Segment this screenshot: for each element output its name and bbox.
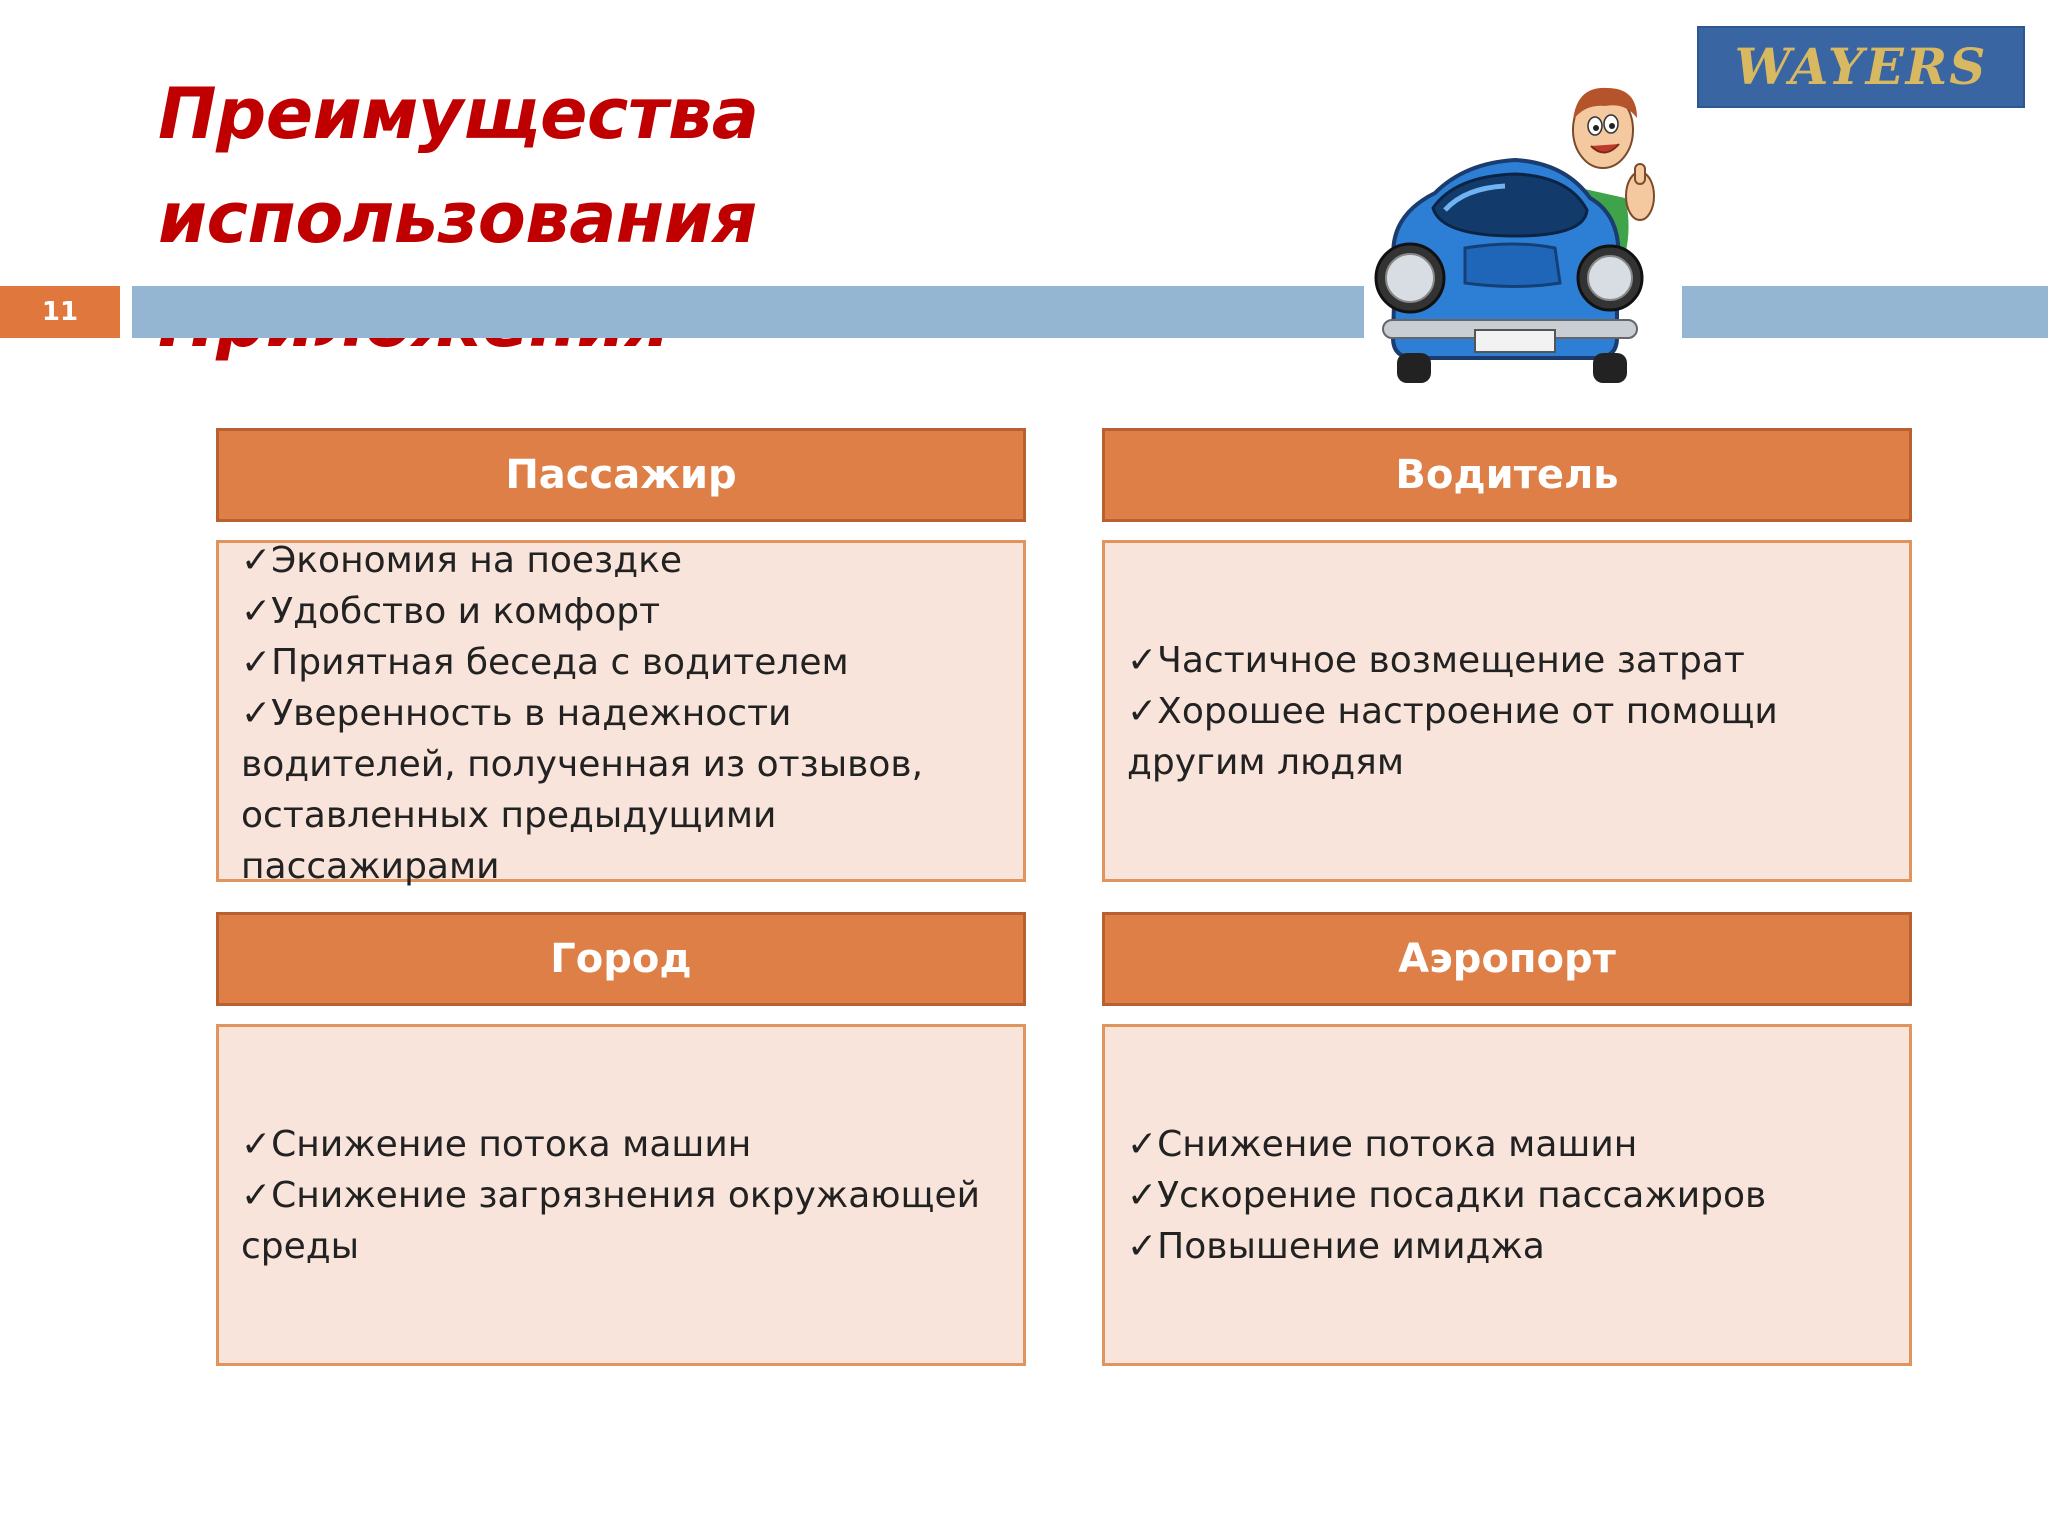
list-item: ✓Экономия на поездке — [241, 540, 682, 581]
list-item: ✓Уверенность в надежности водителей, полученная из отзывов, оставленных предыдущими пассажирами — [241, 693, 924, 887]
car-with-driver-illustration — [1355, 68, 1685, 398]
checkmark-icon: ✓ — [241, 1123, 272, 1165]
airport-card-body — [1102, 1024, 1912, 1366]
list-item: ✓Хорошее настроение от помощи другим людям — [1127, 690, 1778, 783]
header-divider-left — [132, 286, 1364, 338]
city-card-body — [216, 1024, 1026, 1366]
driver-card-header: Водитель — [1102, 428, 1912, 522]
checkmark-icon: ✓ — [241, 642, 272, 683]
list-item: ✓Повышение имиджа — [1127, 1225, 1545, 1267]
list-item: ✓Ускорение посадки пассажиров — [1127, 1174, 1767, 1216]
city-benefits-list — [241, 1027, 983, 1363]
slide-number: 11 — [0, 286, 120, 338]
checkmark-icon: ✓ — [241, 1174, 272, 1216]
passenger-card-header: Пассажир — [216, 428, 1026, 522]
checkmark-icon: ✓ — [1127, 1174, 1158, 1216]
checkmark-icon: ✓ — [241, 540, 272, 581]
checkmark-icon: ✓ — [1127, 1123, 1158, 1165]
checkmark-icon: ✓ — [241, 693, 272, 734]
airport-benefits-list — [1127, 1027, 1869, 1363]
list-item: ✓Снижение потока машин — [1127, 1123, 1638, 1165]
header-divider-right — [1682, 286, 2048, 338]
list-item: ✓Снижение загрязнения окружающей среды — [241, 1174, 981, 1267]
checkmark-icon: ✓ — [1127, 1225, 1158, 1267]
passenger-card-body — [216, 540, 1026, 887]
checkmark-icon: ✓ — [1127, 639, 1158, 681]
driver-card-body — [1102, 540, 1912, 882]
city-card-header: Город — [216, 912, 1026, 1006]
wayers-logo: WAYERS — [1697, 26, 2025, 108]
driver-benefits-list — [1127, 543, 1869, 879]
list-item: ✓Снижение потока машин — [241, 1123, 752, 1165]
checkmark-icon: ✓ — [1127, 690, 1158, 732]
list-item: ✓Частичное возмещение затрат — [1127, 639, 1745, 681]
list-item: ✓Удобство и комфорт — [241, 591, 661, 632]
list-item: ✓Приятная беседа с водителем — [241, 642, 849, 683]
airport-card-header: Аэропорт — [1102, 912, 1912, 1006]
slide-title-line-1: Преимущества использования — [158, 73, 759, 259]
checkmark-icon: ✓ — [241, 591, 272, 632]
passenger-benefits-list — [241, 535, 983, 887]
